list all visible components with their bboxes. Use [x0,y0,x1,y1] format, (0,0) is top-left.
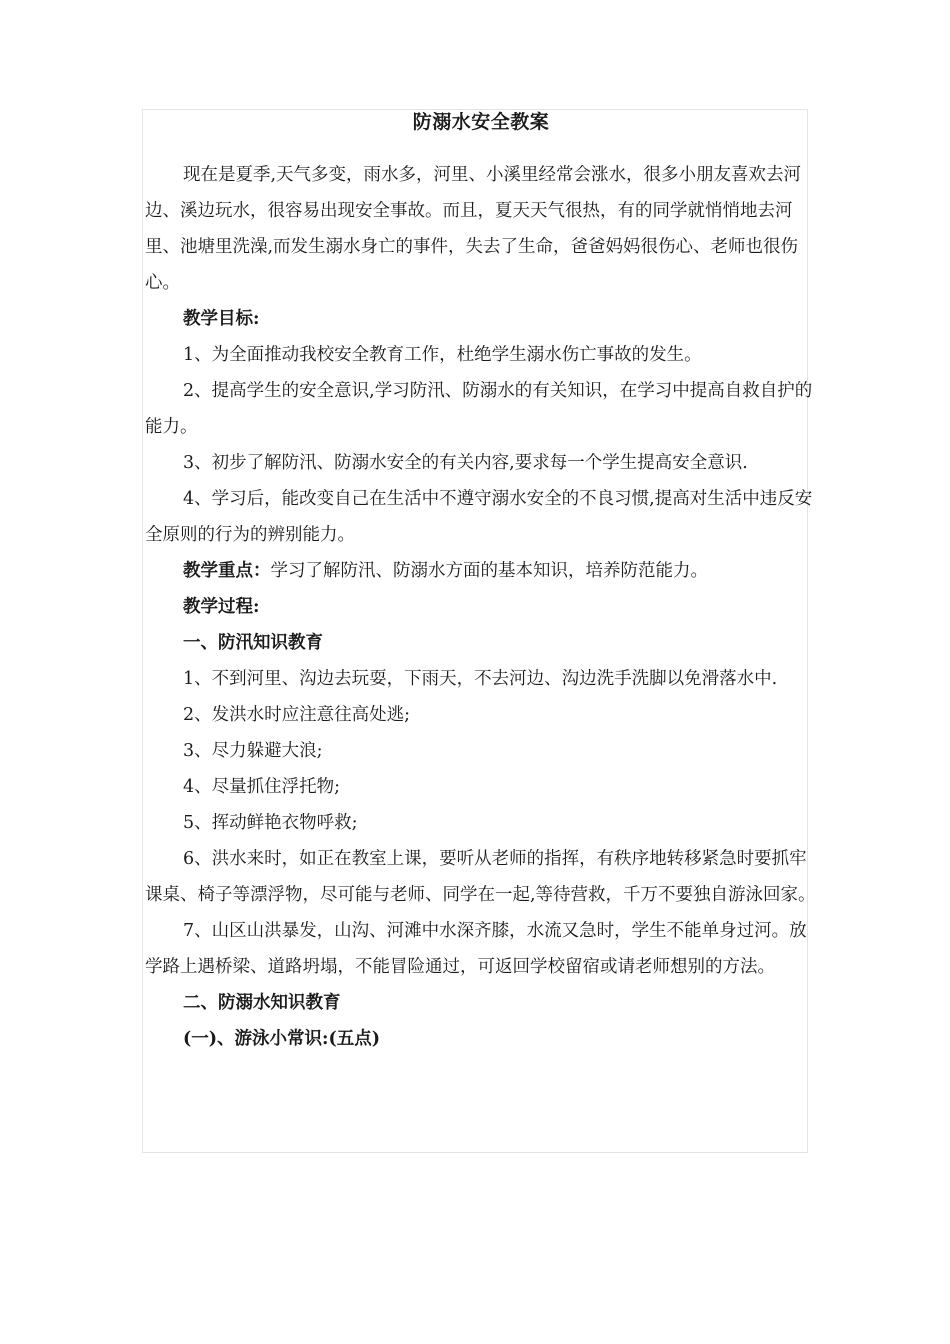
section1-item: 1、不到河里、沟边去玩耍，下雨天，不去河边、沟边洗手洗脚以免滑落水中. [183,669,778,689]
section2-heading: 二、防溺水知识教育 [183,993,341,1013]
goal-item: 1、为全面推动我校安全教育工作，杜绝学生溺水伤亡事故的发生。 [183,345,702,365]
section1-item: 6、洪水来时，如正在教室上课，要听从老师的指挥，有秩序地转移紧急时要抓牢课桌、椅子等漂浮物，尽可能与老师、同学在一起,等待营救，千万不要独自游泳回家。 [145,849,816,905]
intro-paragraph: 现在是夏季,天气多变，雨水多，河里、小溪里经常会涨水，很多小朋友喜欢去河边、溪边玩水，很容易出现安全事故。而且，夏天天气很热，有的同学就悄悄地去河里、池塘里洗澡,而发生溺水身亡的事件，失去了生命，爸爸妈妈很伤心、老师也很伤心。 [145,165,802,293]
goal-item: 3、初步了解防汛、防溺水安全的有关内容,要求每一个学生提高安全意识. [183,453,748,473]
focus-label: 教学重点： [183,561,271,581]
section1-item: 4、尽量抓住浮托物; [183,777,341,797]
section1-item: 3、尽力躲避大浪; [183,741,323,761]
goal-item: 4、学习后，能改变自己在生活中不遵守溺水安全的不良习惯,提高对生活中违反安全原则的行为的辨别能力。 [145,489,813,545]
document-body [145,104,817,1057]
document-title: 防溺水安全教案 [412,111,550,133]
focus-text: 学习了解防汛、防溺水方面的基本知识，培养防范能力。 [270,561,708,581]
section1-heading: 一、防汛知识教育 [183,633,323,653]
goal-item: 2、提高学生的安全意识,学习防汛、防溺水的有关知识，在学习中提高自救自护的能力。 [145,381,813,437]
section1-item: 2、发洪水时应注意往高处逃; [183,705,411,725]
focus-paragraph [145,553,817,589]
process-heading: 教学过程: [183,597,260,617]
section1-item: 7、山区山洪暴发，山沟、河滩中水深齐膝，水流又急时，学生不能单身过河。放学路上遇桥梁、道路坍塌，不能冒险通过，可返回学校留宿或请老师想别的方法。 [145,921,807,977]
subsection1-heading: (一)、游泳小常识:(五点) [183,1029,381,1049]
section1-item: 5、挥动鲜艳衣物呼救; [183,813,358,833]
goals-heading: 教学目标: [183,309,260,329]
